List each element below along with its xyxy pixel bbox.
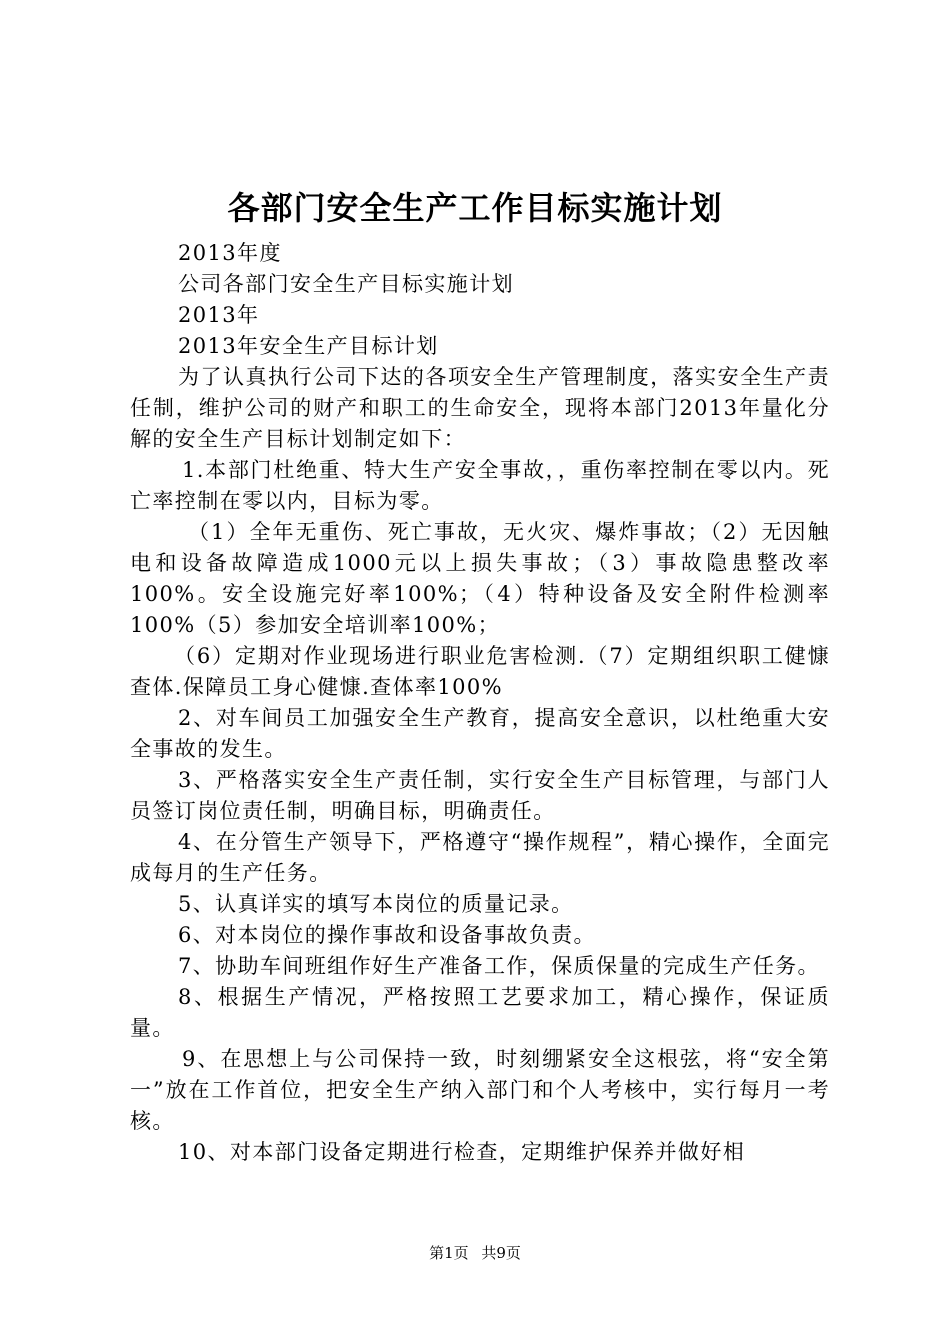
paragraph-item-9: 9、在思想上与公司保持一致，时刻绷紧安全这根弦，将“安全第一”放在工作首位，把安全生产纳入部门和个人考核中，实行每月一考核。 (130, 1047, 830, 1133)
paragraph-item-3: 3、严格落实安全生产责任制，实行安全生产目标管理，与部门人员签订岗位责任制，明确目标，明确责任。 (130, 768, 830, 823)
paragraph-item-2: 2、对车间员工加强安全生产教育，提高安全意识，以杜绝重大安全事故的发生。 (130, 706, 830, 761)
paragraph-item-8: 8、根据生产情况，严格按照工艺要求加工，精心操作，保证质量。 (130, 985, 830, 1040)
page-number-total: 共9页 (481, 1244, 521, 1262)
paragraph-intro: 为了认真执行公司下达的各项安全生产管理制度，落实安全生产责任制，维护公司的财产和职工的生命安全，现将本部门2013年量化分解的安全生产目标计划制定如下： (130, 365, 830, 451)
paragraph-subitems-1-5: （1）全年无重伤、死亡事故，无火灾、爆炸事故；（2）无因触电和设备故障造成1000元以上损失事故；（3）事故隐患整改率100%。安全设施完好率100%；（4）特种设备及安全附件检测率100%（5）参加安全培训率100%； (130, 520, 830, 637)
page-footer (0, 1243, 950, 1263)
paragraph-item-1: 1.本部门杜绝重、特大生产安全事故，，重伤率控制在零以内。死亡率控制在零以内，目标为零。 (130, 458, 830, 513)
paragraph-subtitle: 公司各部门安全生产目标实施计划 (178, 272, 514, 296)
paragraph-item-5: 5、认真详实的填写本岗位的质量记录。 (178, 892, 574, 916)
document-title: 各部门安全生产工作目标实施计划 (227, 189, 723, 227)
paragraph-year-label: 2013年度 (178, 241, 282, 265)
paragraph-subitems-6-7: （6）定期对作业现场进行职业危害检测.（7）定期组织职工健慷查体.保障员工身心健慷.查体率100% (130, 644, 830, 699)
paragraph-year: 2013年 (178, 303, 260, 327)
paragraph-item-7: 7、协助车间班组作好生产准备工作，保质保量的完成生产任务。 (178, 954, 820, 978)
paragraph-plan-heading: 2013年安全生产目标计划 (178, 334, 439, 358)
document-body (130, 238, 830, 1168)
paragraph-item-10: 10、对本部门设备定期进行检查，定期维护保养并做好相 (178, 1140, 746, 1164)
paragraph-item-4: 4、在分管生产领导下，严格遵守“操作规程”，精心操作，全面完成每月的生产任务。 (130, 830, 830, 885)
paragraph-item-6: 6、对本岗位的操作事故和设备事故负责。 (178, 923, 596, 947)
page-number-current: 第1页 (429, 1244, 469, 1262)
